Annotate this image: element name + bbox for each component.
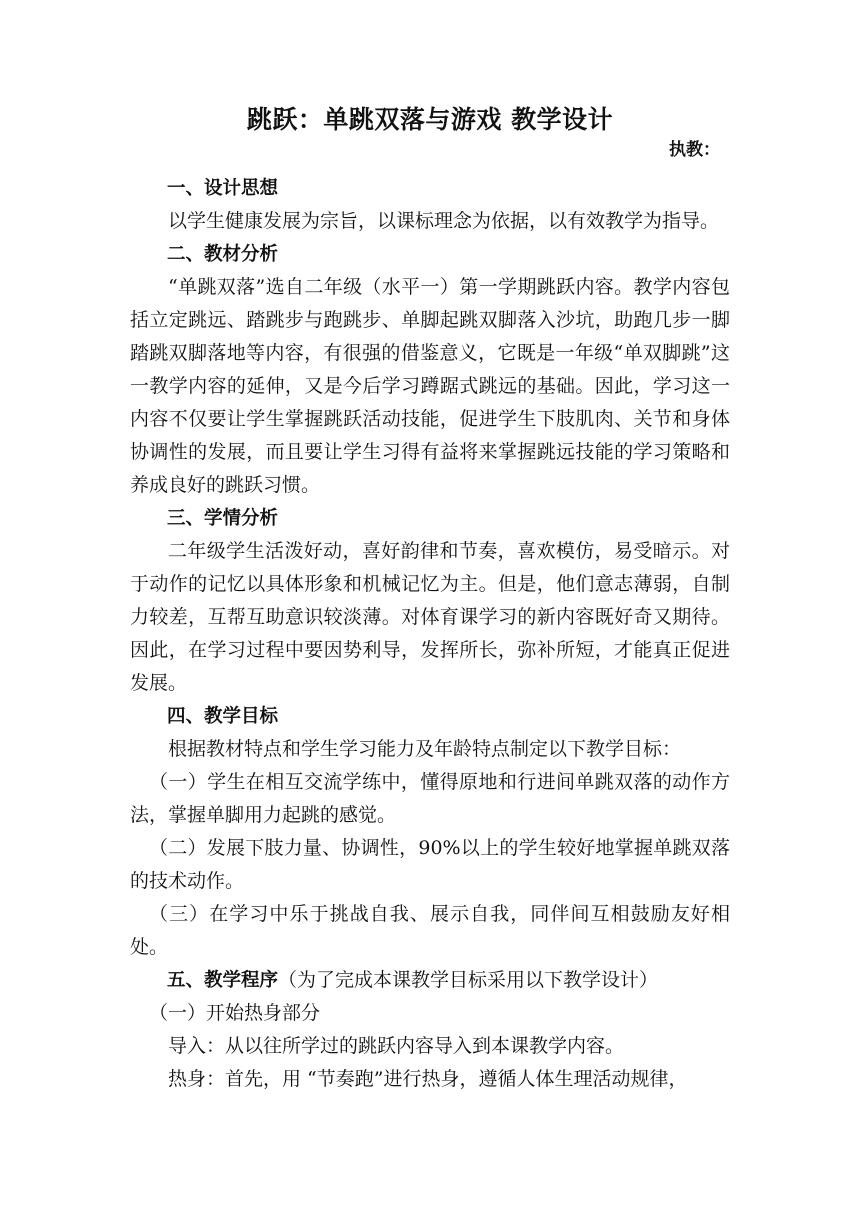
student-analysis-paragraph: 二年级学生活泼好动，喜好韵律和节奏，喜欢模仿，易受暗示。对于动作的记忆以具体形象和机械记忆为主。但是，他们意志薄弱，自制力较差，互帮互助意识较淡薄。对体育课学习的新内容既好奇又期待。因此，在学习过程中要因势利导，发挥所长，弥补所短，才能真正促进发展。 [130,540,730,694]
procedure-part-title: （一）开始热身部分 [149,1002,321,1024]
section-heading-teaching-goals: 四、教学目标 [167,706,279,727]
section-heading-teaching-procedure [130,964,730,997]
teaching-goal-item: （二）发展下肢力量、协调性，90%以上的学生较好地掌握单跳双落的技术动作。 [130,837,730,892]
teaching-procedure-heading-text: 五、教学程序 [167,970,279,991]
teaching-goals-intro: 根据教材特点和学生学习能力及年龄特点制定以下教学目标： [168,738,682,760]
procedure-warmup-line: 热身：首先，用 “节奏跑”进行热身，遵循人体生理活动规律， [168,1068,688,1090]
document-title: 跳跃：单跳双落与游戏 教学设计 [246,105,614,134]
section-heading-student-analysis: 三、学情分析 [167,508,279,529]
section-heading-material-analysis: 二、教材分析 [167,244,279,265]
section-heading-design-idea: 一、设计思想 [167,178,279,199]
design-idea-paragraph: 以学生健康发展为宗旨，以课标理念为依据，以有效教学为指导。 [168,210,720,232]
teacher-label: 执教： [669,140,720,160]
document-body [130,172,730,1096]
procedure-intro-line: 导入：从以往所学过的跳跃内容导入到本课教学内容。 [168,1035,625,1057]
teaching-procedure-heading-note: （为了完成本课教学目标采用以下教学设计） [278,969,659,991]
teaching-goal-item: （三）在学习中乐于挑战自我、展示自我，同伴间互相鼓励友好相处。 [130,903,730,958]
material-analysis-paragraph: “单跳双落”选自二年级（水平一）第一学期跳跃内容。教学内容包括立定跳远、踏跳步与跑跳步、单脚起跳双脚落入沙坑，助跑几步一脚踏跳双脚落地等内容，有很强的借鉴意义，它既是一年级“单双脚跳”这一教学内容的延伸，又是今后学习蹲踞式跳远的基础。因此，学习这一内容不仅要让学生掌握跳跃活动技能，促进学生下肢肌肉、关节和身体协调性的发展，而且要让学生习得有益将来掌握跳远技能的学习策略和养成良好的跳跃习惯。 [130,276,730,496]
teaching-goal-item: （一）学生在相互交流学练中，懂得原地和行进间单跳双落的动作方法，掌握单脚用力起跳的感觉。 [130,771,730,826]
